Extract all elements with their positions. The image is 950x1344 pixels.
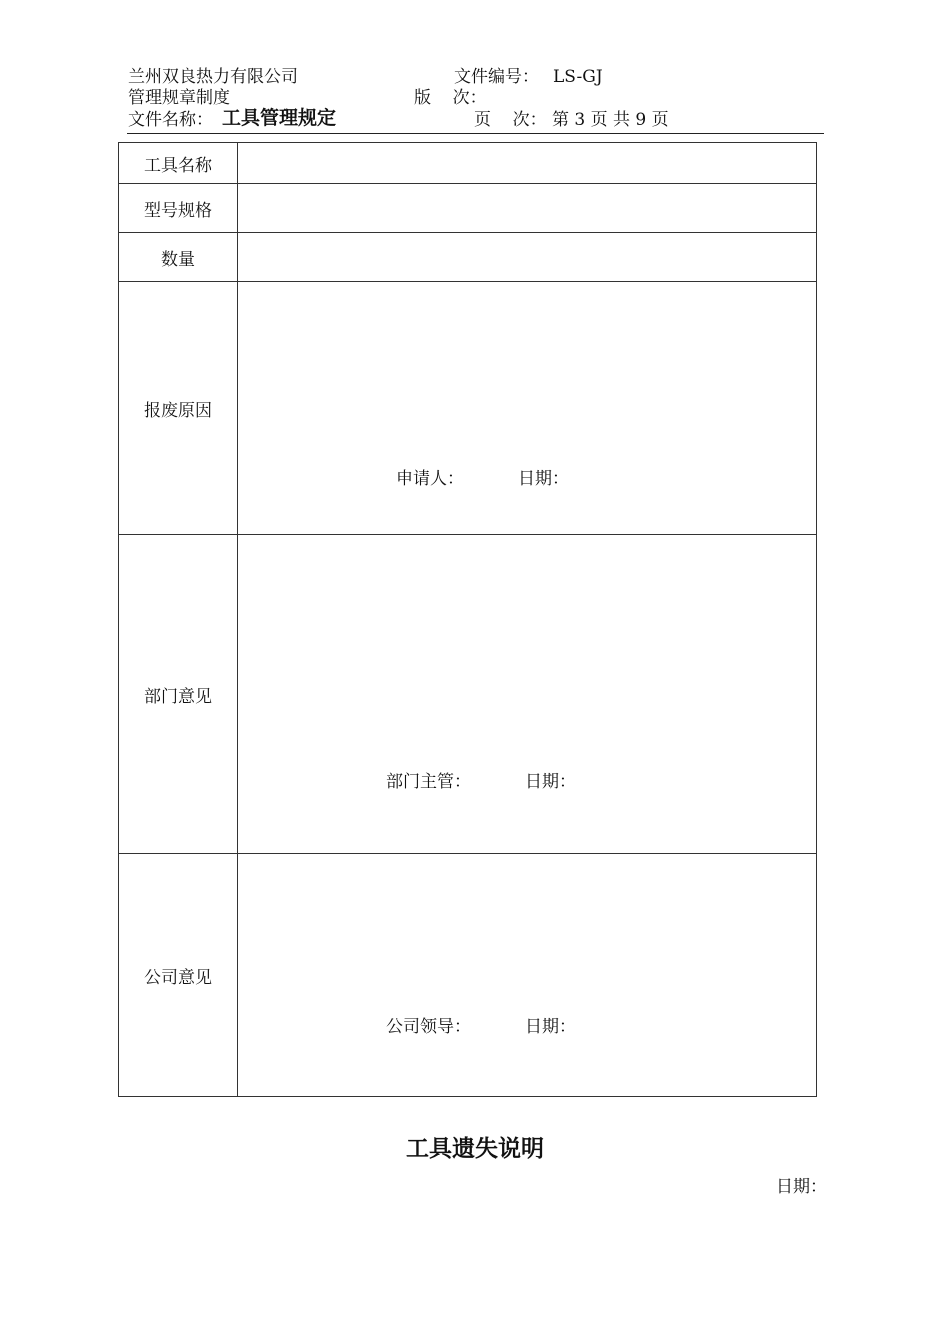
- quantity-field[interactable]: [238, 233, 817, 282]
- table-row: [119, 535, 817, 854]
- company-opinion-field[interactable]: [238, 854, 817, 1097]
- tool-name-field[interactable]: [238, 143, 817, 184]
- header-category: 管理规章制度: [128, 88, 230, 108]
- model-spec-label: 型号规格: [119, 184, 238, 233]
- header-page-value: 第 3 页 共 9 页: [552, 110, 669, 130]
- table-row: [119, 143, 817, 184]
- table-row: [119, 184, 817, 233]
- lost-tool-date-label: 日期：: [776, 1177, 827, 1197]
- dept-signature-line: [386, 767, 576, 792]
- model-spec-field[interactable]: [238, 184, 817, 233]
- company-date-label: 日期：: [525, 1017, 576, 1037]
- header-file-name-value: 工具管理规定: [222, 107, 337, 129]
- company-opinion-label: 公司意见: [119, 854, 238, 1097]
- dept-opinion-label: 部门意见: [119, 535, 238, 854]
- lost-tool-section-title: 工具遗失说明: [406, 1136, 544, 1162]
- scrap-form-table: [118, 142, 817, 1097]
- header-divider: [127, 133, 824, 134]
- scrap-reason-label: 报废原因: [119, 282, 238, 535]
- table-row: [119, 854, 817, 1097]
- dept-head-label: 部门主管：: [386, 772, 471, 792]
- tool-name-label: 工具名称: [119, 143, 238, 184]
- applicant-signature-line: [396, 464, 569, 489]
- quantity-label: 数量: [119, 233, 238, 282]
- table-row: [119, 233, 817, 282]
- company-signature-line: [386, 1012, 576, 1037]
- applicant-label: 申请人：: [396, 469, 464, 489]
- applicant-date-label: 日期：: [518, 469, 569, 489]
- header-file-name-label: 文件名称：: [128, 110, 213, 130]
- header-company: 兰州双良热力有限公司: [128, 67, 298, 87]
- dept-date-label: 日期：: [525, 772, 576, 792]
- header-doc-no-label: 文件编号：: [454, 67, 539, 87]
- table-row: [119, 282, 817, 535]
- header-page-label: 页 次：: [474, 110, 547, 130]
- header-version-label: 版 次：: [414, 88, 487, 108]
- scrap-reason-field[interactable]: [238, 282, 817, 535]
- dept-opinion-field[interactable]: [238, 535, 817, 854]
- header-doc-no-value: LS-GJ: [553, 67, 603, 87]
- company-leader-label: 公司领导：: [386, 1017, 471, 1037]
